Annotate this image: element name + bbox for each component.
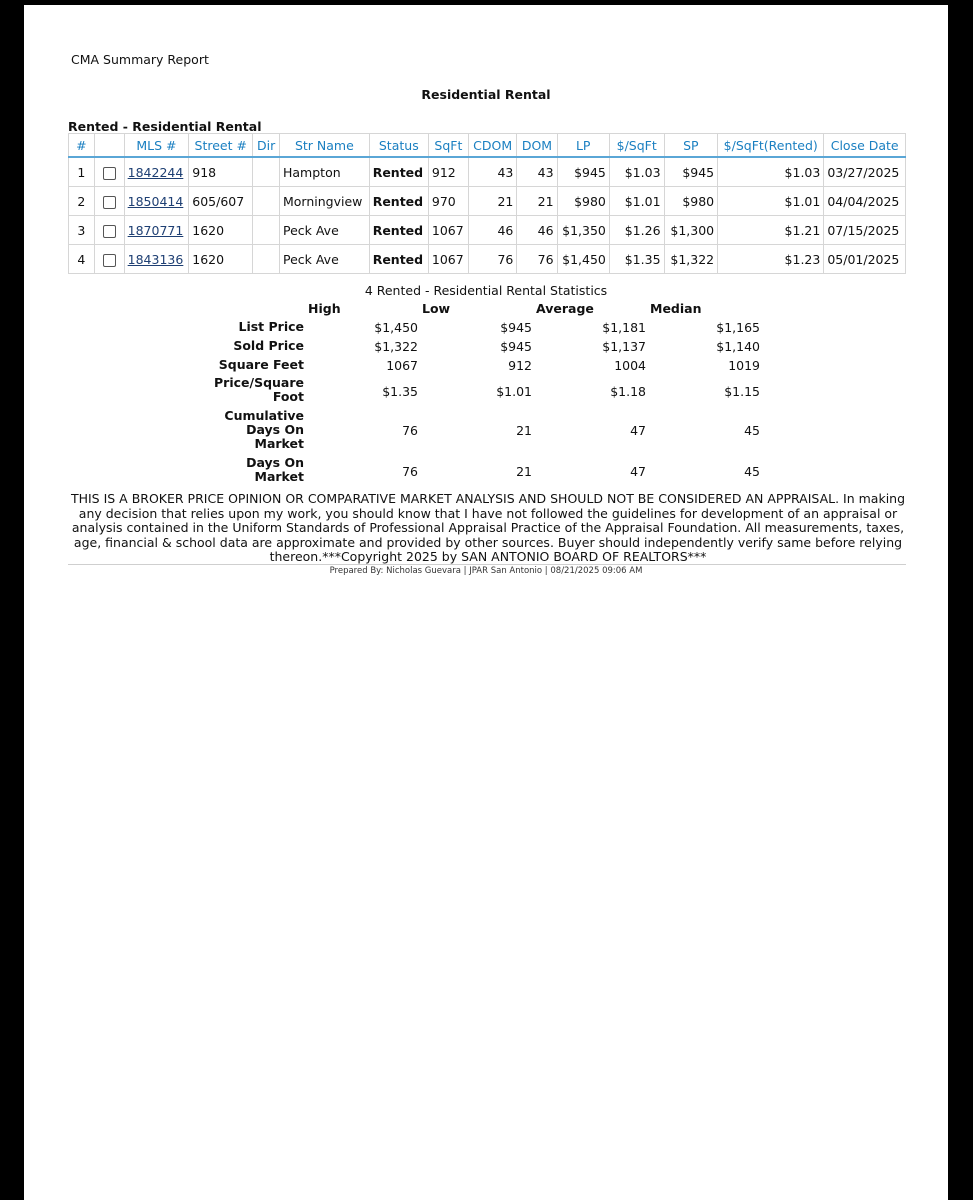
stats-header-high: High	[308, 301, 341, 316]
cdom-cell: 46	[468, 216, 516, 245]
stat-value-low: 21	[516, 464, 532, 479]
stat-value-high: 1067	[386, 358, 418, 373]
mls-link[interactable]: 1850414	[127, 193, 184, 209]
mls-cell	[124, 245, 189, 274]
stat-value-median: 1019	[728, 358, 760, 373]
stat-value-high: $1,450	[374, 320, 418, 335]
close-date-cell: 07/15/2025	[824, 216, 906, 245]
col-header-dom[interactable]: DOM	[517, 134, 557, 158]
mls-link[interactable]: 1870771	[127, 222, 184, 238]
sp-cell: $945	[664, 157, 718, 187]
cdom-cell: 43	[468, 157, 516, 187]
row-number: 3	[69, 216, 95, 245]
dir-cell	[253, 187, 280, 216]
dir-cell	[253, 245, 280, 274]
stat-value-high: $1.35	[382, 384, 418, 399]
lp-cell: $1,450	[557, 245, 609, 274]
row-select-cell	[94, 216, 124, 245]
stat-value-low: 912	[508, 358, 532, 373]
dom-cell: 76	[517, 245, 557, 274]
table-row	[69, 216, 906, 245]
price-per-sqft-cell: $1.03	[609, 157, 664, 187]
mls-cell	[124, 187, 189, 216]
sqft-cell: 912	[428, 157, 468, 187]
mls-cell	[124, 216, 189, 245]
row-select-cell	[94, 157, 124, 187]
cdom-cell: 76	[468, 245, 516, 274]
stats-header-median: Median	[650, 301, 702, 316]
cdom-cell: 21	[468, 187, 516, 216]
mls-cell	[124, 157, 189, 187]
price-per-sqft-rented-cell: $1.01	[718, 187, 824, 216]
street-name-cell: Peck Ave	[280, 216, 370, 245]
street-name-cell: Peck Ave	[280, 245, 370, 274]
status-cell: Rented	[369, 245, 428, 274]
row-number: 2	[69, 187, 95, 216]
lp-cell: $945	[557, 157, 609, 187]
lp-cell: $1,350	[557, 216, 609, 245]
col-header-select	[94, 134, 124, 158]
price-per-sqft-cell: $1.26	[609, 216, 664, 245]
section-title: Residential Rental	[421, 87, 551, 102]
col-header-price-per-sqft[interactable]: $/SqFt	[609, 134, 664, 158]
dir-cell	[253, 216, 280, 245]
stat-value-median: $1.15	[724, 384, 760, 399]
listings-table	[68, 133, 906, 274]
dom-cell: 43	[517, 157, 557, 187]
row-select-checkbox[interactable]	[103, 196, 116, 209]
stat-value-average: $1.18	[610, 384, 646, 399]
row-select-checkbox[interactable]	[103, 167, 116, 180]
stat-value-low: $945	[500, 320, 532, 335]
price-per-sqft-rented-cell: $1.03	[718, 157, 824, 187]
group-title: Rented - Residential Rental	[68, 119, 262, 134]
lp-cell: $980	[557, 187, 609, 216]
close-date-cell: 05/01/2025	[824, 245, 906, 274]
sp-cell: $1,322	[664, 245, 718, 274]
stat-label-days-on-market: Days On Market	[246, 455, 304, 484]
stat-value-median: 45	[744, 464, 760, 479]
stat-value-median: $1,140	[716, 339, 760, 354]
row-select-checkbox[interactable]	[103, 225, 116, 238]
stat-value-average: 47	[630, 464, 646, 479]
stats-caption: 4 Rented - Residential Rental Statistics	[364, 283, 608, 298]
close-date-cell: 03/27/2025	[824, 157, 906, 187]
street-name-cell: Hampton	[280, 157, 370, 187]
mls-link[interactable]: 1842244	[127, 164, 184, 180]
table-row	[69, 157, 906, 187]
col-header-lp[interactable]: LP	[557, 134, 609, 158]
stat-value-average: $1,137	[602, 339, 646, 354]
stat-label-price-per-square-foot: Price/Square Foot	[214, 375, 304, 404]
dom-cell: 46	[517, 216, 557, 245]
stat-label-sold-price: Sold Price	[233, 338, 304, 353]
street-number-cell: 1620	[189, 216, 253, 245]
footer-divider	[68, 564, 906, 565]
col-header-sqft[interactable]: SqFt	[428, 134, 468, 158]
status-cell: Rented	[369, 216, 428, 245]
col-header-sp[interactable]: SP	[664, 134, 718, 158]
stats-header-low: Low	[422, 301, 451, 316]
col-header-dir[interactable]: Dir	[253, 134, 280, 158]
dom-cell: 21	[517, 187, 557, 216]
disclaimer-text: THIS IS A BROKER PRICE OPINION OR COMPARATIVE MARKET ANALYSIS AND SHOULD NOT BE CONSIDERED AN APPRAISAL. In making any decision that relies upon my work, you should know that I have not followed the guidelines for development of an appraisal or analysis contained in the Uniform Standards of Professional Appraisal Practice of the Appraisal Foundation. All measurements, taxes, age, financial & school data are approximate and provided by other sources. Buyer should independently verify same before relying thereon.***Copyright 2025 by SAN ANTONIO BOARD OF REALTORS***	[70, 491, 906, 564]
price-per-sqft-rented-cell: $1.23	[718, 245, 824, 274]
stat-value-high: 76	[402, 423, 418, 438]
table-row	[69, 187, 906, 216]
sqft-cell: 1067	[428, 245, 468, 274]
close-date-cell: 04/04/2025	[824, 187, 906, 216]
stat-value-high: 76	[402, 464, 418, 479]
dir-cell	[253, 157, 280, 187]
stat-value-median: 45	[744, 423, 760, 438]
col-header-street-number[interactable]: Street #	[189, 134, 253, 158]
stat-value-low: $1.01	[496, 384, 532, 399]
col-header-status[interactable]: Status	[369, 134, 428, 158]
stat-value-average: 1004	[614, 358, 646, 373]
report-page	[24, 5, 948, 1200]
col-header-cdom[interactable]: CDOM	[468, 134, 516, 158]
stat-label-square-feet: Square Feet	[218, 357, 304, 372]
col-header-mls[interactable]: MLS #	[124, 134, 189, 158]
table-row	[69, 245, 906, 274]
col-header-street-name[interactable]: Str Name	[280, 134, 370, 158]
col-header-number[interactable]: #	[69, 134, 95, 158]
listings-header-row	[69, 134, 906, 158]
row-select-cell	[94, 245, 124, 274]
row-select-cell	[94, 187, 124, 216]
stat-value-average: 47	[630, 423, 646, 438]
stat-label-list-price: List Price	[238, 319, 304, 334]
street-number-cell: 1620	[189, 245, 253, 274]
col-header-price-per-sqft-rented[interactable]: $/SqFt(Rented)	[718, 134, 824, 158]
row-select-checkbox[interactable]	[103, 254, 116, 267]
stat-value-average: $1,181	[602, 320, 646, 335]
stats-header-average: Average	[536, 301, 594, 316]
col-header-close-date[interactable]: Close Date	[824, 134, 906, 158]
mls-link[interactable]: 1843136	[127, 251, 184, 267]
report-title: CMA Summary Report	[71, 52, 209, 67]
prepared-by-footer: Prepared By: Nicholas Guevara | JPAR San Antonio | 08/21/2025 09:06 AM	[329, 566, 643, 576]
stat-value-median: $1,165	[716, 320, 760, 335]
row-number: 4	[69, 245, 95, 274]
sqft-cell: 1067	[428, 216, 468, 245]
price-per-sqft-cell: $1.01	[609, 187, 664, 216]
sqft-cell: 970	[428, 187, 468, 216]
stat-value-high: $1,322	[374, 339, 418, 354]
stat-value-low: $945	[500, 339, 532, 354]
price-per-sqft-cell: $1.35	[609, 245, 664, 274]
stat-value-low: 21	[516, 423, 532, 438]
street-number-cell: 918	[189, 157, 253, 187]
stat-label-cumulative-days-on-market: Cumulative Days On Market	[224, 408, 304, 451]
price-per-sqft-rented-cell: $1.21	[718, 216, 824, 245]
sp-cell: $980	[664, 187, 718, 216]
street-number-cell: 605/607	[189, 187, 253, 216]
street-name-cell: Morningview	[280, 187, 370, 216]
status-cell: Rented	[369, 157, 428, 187]
sp-cell: $1,300	[664, 216, 718, 245]
status-cell: Rented	[369, 187, 428, 216]
row-number: 1	[69, 157, 95, 187]
